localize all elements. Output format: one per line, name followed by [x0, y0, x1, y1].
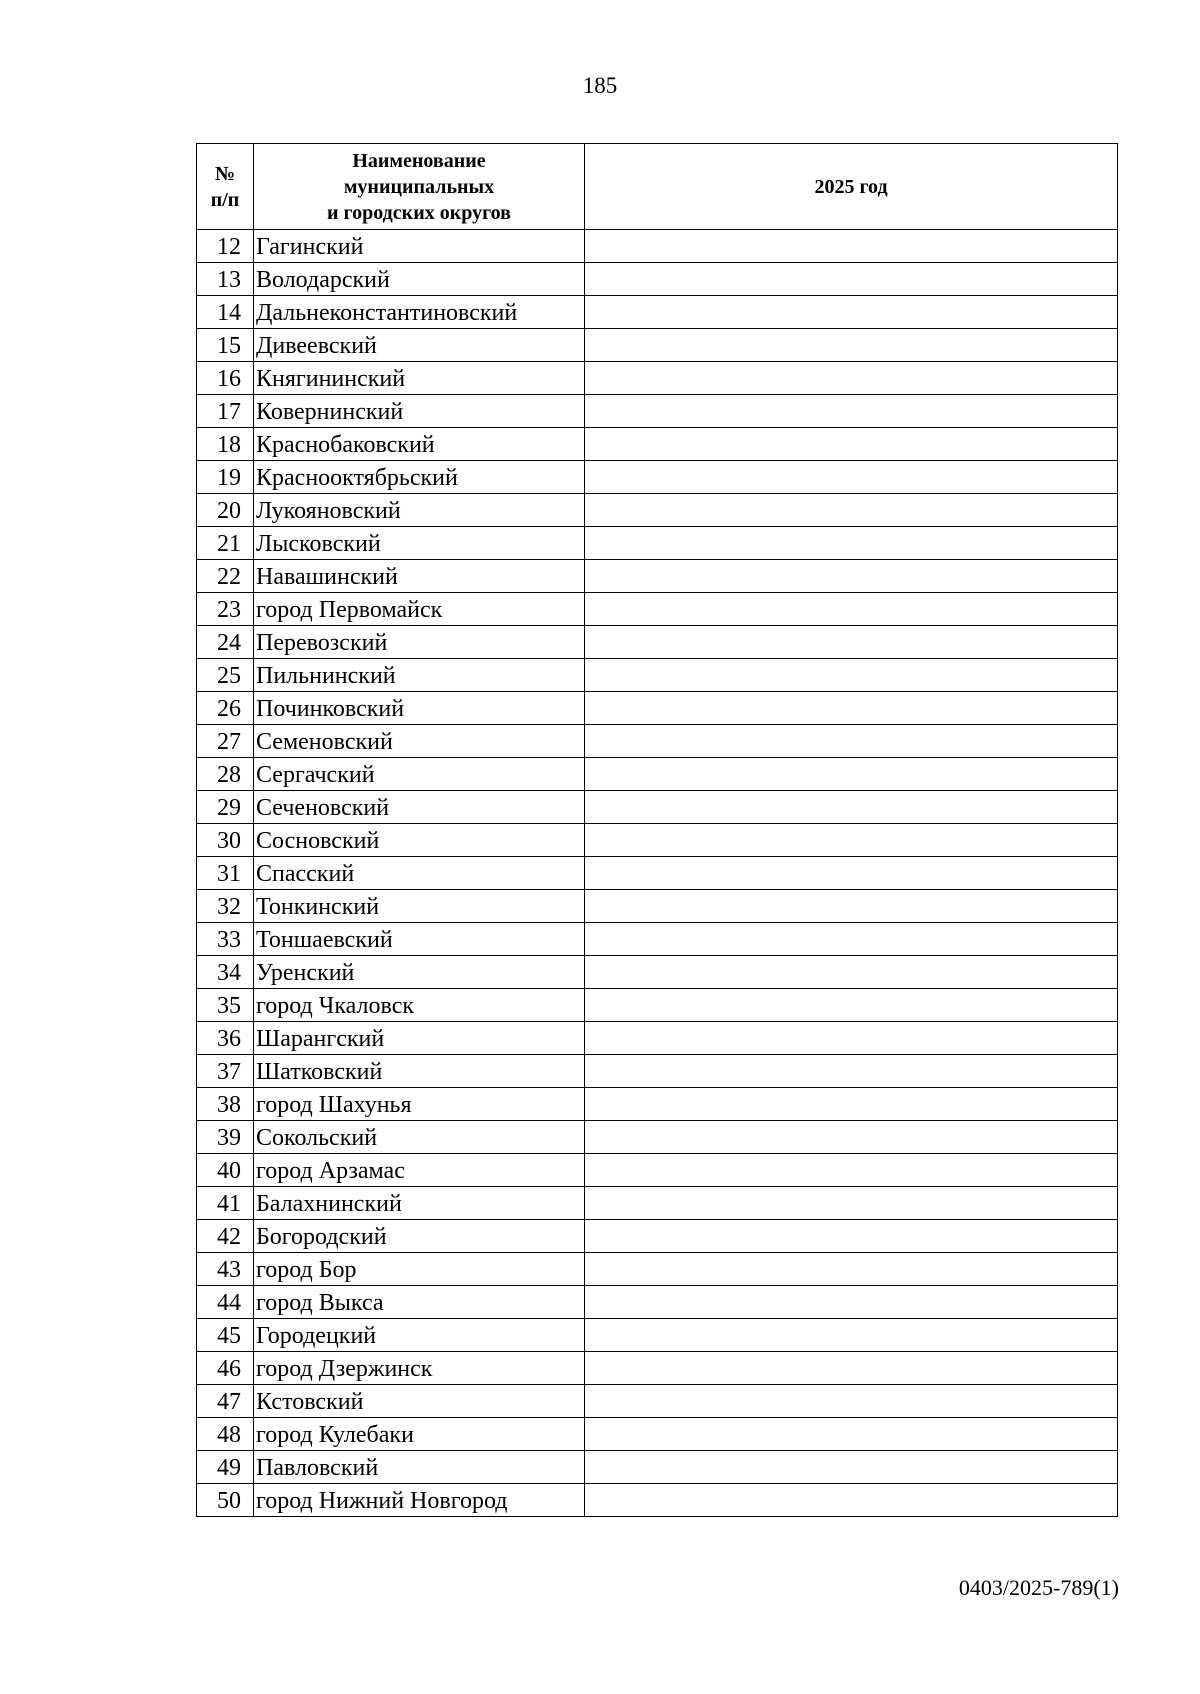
table-row — [197, 1385, 1118, 1418]
table-row — [197, 857, 1118, 890]
year-2025-value — [585, 494, 1118, 527]
table-row — [197, 659, 1118, 692]
row-number: 30 — [197, 824, 254, 857]
row-number: 44 — [197, 1286, 254, 1319]
year-2025-value — [585, 263, 1118, 296]
table-row — [197, 791, 1118, 824]
row-number: 28 — [197, 758, 254, 791]
year-2025-value — [585, 296, 1118, 329]
table-row — [197, 362, 1118, 395]
row-number: 19 — [197, 461, 254, 494]
table-row — [197, 692, 1118, 725]
municipality-name: Уренский — [254, 956, 585, 989]
row-number: 22 — [197, 560, 254, 593]
table-row — [197, 1121, 1118, 1154]
row-number: 46 — [197, 1352, 254, 1385]
header-name — [254, 144, 585, 230]
year-2025-value — [585, 1418, 1118, 1451]
municipality-name: город Кулебаки — [254, 1418, 585, 1451]
municipality-name: город Шахунья — [254, 1088, 585, 1121]
municipality-name: город Нижний Новгород — [254, 1484, 585, 1517]
row-number: 50 — [197, 1484, 254, 1517]
municipality-name: Богородский — [254, 1220, 585, 1253]
header-year: 2025 год — [585, 144, 1118, 230]
municipality-name: Сосновский — [254, 824, 585, 857]
table-row — [197, 560, 1118, 593]
municipalities-table — [196, 143, 1118, 1517]
municipality-name: Ковернинский — [254, 395, 585, 428]
municipality-name: город Дзержинск — [254, 1352, 585, 1385]
row-number: 43 — [197, 1253, 254, 1286]
row-number: 34 — [197, 956, 254, 989]
table-row — [197, 956, 1118, 989]
row-number: 48 — [197, 1418, 254, 1451]
row-number: 36 — [197, 1022, 254, 1055]
row-number: 49 — [197, 1451, 254, 1484]
municipality-name: Сеченовский — [254, 791, 585, 824]
year-2025-value — [585, 1055, 1118, 1088]
row-number: 23 — [197, 593, 254, 626]
municipality-name: город Бор — [254, 1253, 585, 1286]
table-row — [197, 395, 1118, 428]
table-row — [197, 923, 1118, 956]
row-number: 17 — [197, 395, 254, 428]
year-2025-value — [585, 1220, 1118, 1253]
table-row — [197, 1451, 1118, 1484]
table-row — [197, 725, 1118, 758]
table-row — [197, 593, 1118, 626]
year-2025-value — [585, 857, 1118, 890]
row-number: 31 — [197, 857, 254, 890]
header-number — [197, 144, 254, 230]
row-number: 38 — [197, 1088, 254, 1121]
table-row — [197, 296, 1118, 329]
table-row — [197, 329, 1118, 362]
municipality-name: Лукояновский — [254, 494, 585, 527]
municipality-name: Володарский — [254, 263, 585, 296]
municipality-name: Шатковский — [254, 1055, 585, 1088]
year-2025-value — [585, 626, 1118, 659]
year-2025-value — [585, 395, 1118, 428]
municipality-name: город Чкаловск — [254, 989, 585, 1022]
municipality-name: Семеновский — [254, 725, 585, 758]
row-number: 39 — [197, 1121, 254, 1154]
table-header-row — [197, 144, 1118, 230]
year-2025-value — [585, 527, 1118, 560]
row-number: 16 — [197, 362, 254, 395]
municipality-name: Сергачский — [254, 758, 585, 791]
municipality-name: Лысковский — [254, 527, 585, 560]
header-name-line1: Наименование — [352, 149, 486, 172]
year-2025-value — [585, 1352, 1118, 1385]
row-number: 27 — [197, 725, 254, 758]
municipality-name: Шарангский — [254, 1022, 585, 1055]
table-row — [197, 1418, 1118, 1451]
year-2025-value — [585, 1187, 1118, 1220]
table-row — [197, 263, 1118, 296]
year-2025-value — [585, 923, 1118, 956]
year-2025-value — [585, 791, 1118, 824]
municipality-name: Починковский — [254, 692, 585, 725]
year-2025-value — [585, 1286, 1118, 1319]
year-2025-value — [585, 461, 1118, 494]
municipality-name: Перевозский — [254, 626, 585, 659]
year-2025-value — [585, 1385, 1118, 1418]
municipality-name: Княгининский — [254, 362, 585, 395]
row-number: 20 — [197, 494, 254, 527]
year-2025-value — [585, 1319, 1118, 1352]
table-row — [197, 1022, 1118, 1055]
header-name-line2: муниципальных — [343, 175, 495, 198]
table-row — [197, 890, 1118, 923]
year-2025-value — [585, 1121, 1118, 1154]
municipality-name: Пильнинский — [254, 659, 585, 692]
year-2025-value — [585, 428, 1118, 461]
table-row — [197, 1286, 1118, 1319]
row-number: 32 — [197, 890, 254, 923]
year-2025-value — [585, 593, 1118, 626]
table-row — [197, 626, 1118, 659]
municipality-name: Гагинский — [254, 230, 585, 263]
table-row — [197, 494, 1118, 527]
row-number: 47 — [197, 1385, 254, 1418]
row-number: 24 — [197, 626, 254, 659]
year-2025-value — [585, 1451, 1118, 1484]
table-row — [197, 1187, 1118, 1220]
table-row — [197, 1253, 1118, 1286]
year-2025-value — [585, 1154, 1118, 1187]
table-row — [197, 989, 1118, 1022]
header-number-symbol: № — [214, 162, 236, 185]
row-number: 45 — [197, 1319, 254, 1352]
municipality-name: Сокольский — [254, 1121, 585, 1154]
municipality-name: Навашинский — [254, 560, 585, 593]
year-2025-value — [585, 725, 1118, 758]
row-number: 13 — [197, 263, 254, 296]
header-name-line3: и городских округов — [327, 201, 511, 224]
row-number: 21 — [197, 527, 254, 560]
row-number: 14 — [197, 296, 254, 329]
table-row — [197, 1055, 1118, 1088]
table-row — [197, 1484, 1118, 1517]
year-2025-value — [585, 329, 1118, 362]
row-number: 37 — [197, 1055, 254, 1088]
table-body — [197, 230, 1118, 1517]
year-2025-value — [585, 659, 1118, 692]
table-row — [197, 824, 1118, 857]
table-row — [197, 230, 1118, 263]
row-number: 12 — [197, 230, 254, 263]
page-number: 185 — [582, 73, 618, 98]
municipality-name: Дивеевский — [254, 329, 585, 362]
municipality-name: Краснобаковский — [254, 428, 585, 461]
table-row — [197, 527, 1118, 560]
table-row — [197, 1352, 1118, 1385]
row-number: 25 — [197, 659, 254, 692]
year-2025-value — [585, 1022, 1118, 1055]
table-row — [197, 1220, 1118, 1253]
year-2025-value — [585, 824, 1118, 857]
municipality-name: Дальнеконстантиновский — [254, 296, 585, 329]
municipality-name: Тонкинский — [254, 890, 585, 923]
year-2025-value — [585, 560, 1118, 593]
municipality-name: Городецкий — [254, 1319, 585, 1352]
document-code: 0403/2025-789(1) — [958, 1575, 1119, 1600]
year-2025-value — [585, 230, 1118, 263]
municipality-name: город Выкса — [254, 1286, 585, 1319]
year-2025-value — [585, 758, 1118, 791]
municipality-name: Павловский — [254, 1451, 585, 1484]
municipality-name: Спасский — [254, 857, 585, 890]
table-row — [197, 461, 1118, 494]
municipality-name: Краснооктябрьский — [254, 461, 585, 494]
header-number-abbr: п/п — [210, 188, 240, 211]
table-row — [197, 758, 1118, 791]
table-row — [197, 1319, 1118, 1352]
year-2025-value — [585, 362, 1118, 395]
year-2025-value — [585, 1484, 1118, 1517]
year-2025-value — [585, 890, 1118, 923]
year-2025-value — [585, 989, 1118, 1022]
row-number: 26 — [197, 692, 254, 725]
municipality-name: Кстовский — [254, 1385, 585, 1418]
municipality-name: Тоншаевский — [254, 923, 585, 956]
municipality-name: город Арзамас — [254, 1154, 585, 1187]
table-row — [197, 1154, 1118, 1187]
row-number: 42 — [197, 1220, 254, 1253]
row-number: 18 — [197, 428, 254, 461]
row-number: 40 — [197, 1154, 254, 1187]
row-number: 33 — [197, 923, 254, 956]
table-row — [197, 1088, 1118, 1121]
row-number: 35 — [197, 989, 254, 1022]
year-2025-value — [585, 1253, 1118, 1286]
year-2025-value — [585, 692, 1118, 725]
year-2025-value — [585, 1088, 1118, 1121]
table-row — [197, 428, 1118, 461]
row-number: 15 — [197, 329, 254, 362]
row-number: 29 — [197, 791, 254, 824]
municipality-name: Балахнинский — [254, 1187, 585, 1220]
row-number: 41 — [197, 1187, 254, 1220]
year-2025-value — [585, 956, 1118, 989]
municipality-name: город Первомайск — [254, 593, 585, 626]
